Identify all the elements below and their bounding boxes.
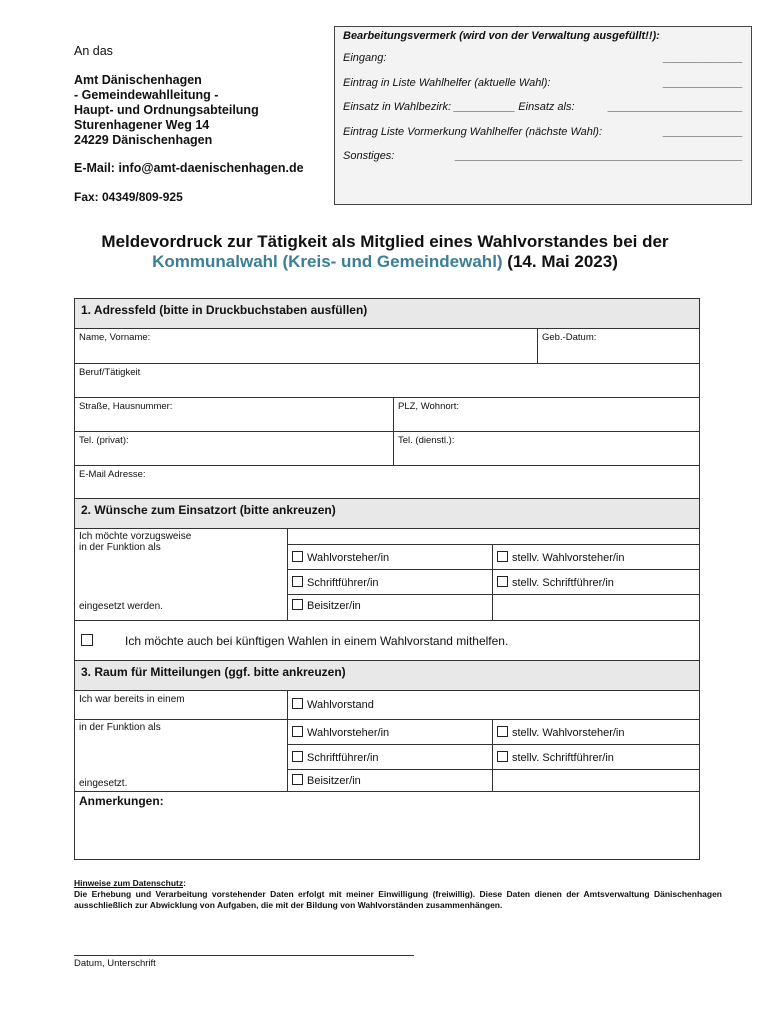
opt-stellv-schrift[interactable] <box>492 570 699 594</box>
preference-block <box>75 529 699 621</box>
opt-stellv-schrift-3[interactable] <box>492 745 699 769</box>
city-field[interactable] <box>393 398 699 431</box>
opt-schrift-3[interactable] <box>288 745 492 769</box>
opt-label: Wahlvorsteher/in <box>307 552 390 564</box>
checkbox[interactable] <box>497 751 508 762</box>
privacy-text: Die Erhebung und Verarbeitung vorstehender Daten erfolgt mit meiner Einwilligung (freiwillig). Diese Daten dienen der Amtsverwaltung Dänischenhagen ausschließlich zur Abwicklung von Aufgaben, die mit der Bildung von Wahlvorständen zusammenhängen. <box>74 889 722 910</box>
preference-text <box>75 529 287 620</box>
remarks-field[interactable] <box>75 791 699 860</box>
opt-label: Beisitzer/in <box>307 775 361 787</box>
street-field[interactable] <box>75 398 393 431</box>
checkbox[interactable] <box>292 726 303 737</box>
note-label: Sonstiges: <box>343 150 395 162</box>
signature-label: Datum, Unterschrift <box>74 958 156 969</box>
form-title <box>0 232 770 272</box>
opt-label: Schriftführer/in <box>307 577 379 589</box>
checkbox[interactable] <box>292 576 303 587</box>
job-label: Beruf/Tätigkeit <box>79 367 141 378</box>
note-row <box>343 101 743 126</box>
opt-beisitzer[interactable] <box>288 595 492 620</box>
opt-label: Beisitzer/in <box>307 600 361 612</box>
opt-schrift[interactable] <box>288 570 492 594</box>
checkbox[interactable] <box>292 751 303 762</box>
preference-line-2: in der Funktion als <box>79 542 161 553</box>
future-row <box>75 621 699 661</box>
title-date: (14. Mai 2023) <box>502 252 618 271</box>
note-label: Einsatz in Wahlbezirk: __________ Einsatz als: <box>343 101 575 113</box>
opt-label: stellv. Wahlvorsteher/in <box>512 727 625 739</box>
name-field[interactable] <box>75 329 537 363</box>
dob-label: Geb.-Datum: <box>542 332 597 343</box>
privacy-notice <box>74 878 722 911</box>
previous-line-3: eingesetzt. <box>79 778 128 789</box>
note-label: Eingang: <box>343 52 387 64</box>
note-label: Eintrag Liste Vormerkung Wahlhelfer (nächste Wahl): <box>343 125 603 138</box>
name-row <box>75 329 699 364</box>
dob-field[interactable] <box>537 329 699 363</box>
name-label: Name, Vorname: <box>79 332 151 343</box>
note-blank: _____________ <box>663 52 743 64</box>
address-line: Haupt- und Ordnungsabteilung <box>74 103 259 117</box>
future-checkbox-cell[interactable] <box>75 634 125 648</box>
previous-function-text <box>75 720 287 791</box>
address-fax: Fax: 04349/809-925 <box>74 190 183 204</box>
phone-row <box>75 432 699 466</box>
opt-label: Schriftführer/in <box>307 752 379 764</box>
preference-options <box>287 529 699 620</box>
opt-label: Wahlvorstand <box>307 699 374 711</box>
job-field[interactable] <box>75 364 699 397</box>
remarks-label: Anmerkungen: <box>79 794 164 808</box>
options-row <box>288 720 699 745</box>
recipient-address <box>74 44 334 205</box>
note-blank: _____________ <box>663 125 743 138</box>
section-2-heading: 2. Wünsche zum Einsatzort (bitte ankreuzen) <box>75 499 699 529</box>
empty-cell <box>492 770 699 791</box>
title-line-1: Meldevordruck zur Tätigkeit als Mitglied eines Wahlvorstandes bei der <box>101 232 669 251</box>
opt-vorsteher[interactable] <box>288 545 492 569</box>
street-label: Straße, Hausnummer: <box>79 401 173 412</box>
empty-cell <box>491 691 699 719</box>
address-email: E-Mail: info@amt-daenischenhagen.de <box>74 161 304 175</box>
registration-form <box>74 298 700 860</box>
email-field[interactable] <box>75 466 699 498</box>
email-label: E-Mail Adresse: <box>79 469 146 480</box>
opt-label: stellv. Schriftführer/in <box>512 752 614 764</box>
note-row <box>343 52 743 77</box>
checkbox[interactable] <box>497 726 508 737</box>
checkbox[interactable] <box>497 551 508 562</box>
note-blank: _______________________________________________ <box>455 150 743 162</box>
opt-vorsteher-3[interactable] <box>288 720 492 744</box>
email-row <box>75 466 699 499</box>
checkbox[interactable] <box>81 634 93 646</box>
note-blank: _____________ <box>663 76 743 89</box>
privacy-heading: Hinweise zum Datenschutz <box>74 878 184 888</box>
empty-cell <box>492 595 699 620</box>
tel-private-label: Tel. (privat): <box>79 435 129 446</box>
options-row <box>288 545 699 570</box>
tel-work-label: Tel. (dienstl.): <box>398 435 455 446</box>
processing-note-title: Bearbeitungsvermerk (wird von der Verwaltung ausgefüllt!!): <box>343 30 660 42</box>
section-1-heading: 1. Adressfeld (bitte in Druckbuchstaben ausfüllen) <box>75 299 699 329</box>
tel-private-field[interactable] <box>75 432 393 465</box>
address-line: Sturenhagener Weg 14 <box>74 118 210 132</box>
previous-row <box>75 691 699 720</box>
note-blank: ______________________ <box>608 101 743 113</box>
options-row <box>288 745 699 770</box>
note-row <box>343 77 743 102</box>
city-label: PLZ, Wohnort: <box>398 401 460 412</box>
previous-label: Ich war bereits in einem <box>79 694 185 705</box>
title-line-2 <box>0 252 770 272</box>
checkbox[interactable] <box>292 551 303 562</box>
previous-function-block <box>75 720 699 791</box>
address-line: 24229 Dänischenhagen <box>74 133 213 147</box>
street-row <box>75 398 699 432</box>
opt-beisitzer-3[interactable] <box>288 770 492 791</box>
note-label: Eintrag in Liste Wahlhelfer (aktuelle Wahl): <box>343 76 551 89</box>
options-row <box>288 595 699 620</box>
title-election: Kommunalwahl (Kreis- und Gemeindewahl) <box>152 252 503 271</box>
address-line: - Gemeindewahlleitung - <box>74 88 219 102</box>
processing-note-box <box>334 26 752 205</box>
future-label: Ich möchte auch bei künftigen Wahlen in einem Wahlvorstand mithelfen. <box>125 633 509 648</box>
note-row <box>343 150 743 175</box>
opt-stellv-vorsteher-3[interactable] <box>492 720 699 744</box>
privacy-colon: : <box>183 878 186 888</box>
opt-label: stellv. Schriftführer/in <box>512 577 614 589</box>
options-row <box>288 570 699 595</box>
section-3-heading: 3. Raum für Mitteilungen (ggf. bitte ankreuzen) <box>75 661 699 691</box>
address-to: An das <box>74 44 113 58</box>
previous-line-2: in der Funktion als <box>79 722 161 733</box>
opt-label: Wahlvorsteher/in <box>307 727 390 739</box>
note-row <box>343 126 743 151</box>
preference-line-1: Ich möchte vorzugsweise <box>79 531 192 542</box>
signature-line[interactable] <box>74 955 414 956</box>
opt-label: stellv. Wahlvorsteher/in <box>512 552 625 564</box>
checkbox[interactable] <box>292 698 303 709</box>
preference-line-3: eingesetzt werden. <box>79 601 163 612</box>
tel-work-field[interactable] <box>393 432 699 465</box>
checkbox[interactable] <box>292 774 303 785</box>
address-line: Amt Dänischenhagen <box>74 73 202 87</box>
job-row <box>75 364 699 398</box>
options-spacer <box>288 529 699 545</box>
checkbox[interactable] <box>292 599 303 610</box>
opt-wahlvorstand[interactable] <box>287 691 491 719</box>
opt-stellv-vorsteher[interactable] <box>492 545 699 569</box>
previous-options <box>287 720 699 791</box>
checkbox[interactable] <box>497 576 508 587</box>
options-row <box>288 770 699 791</box>
